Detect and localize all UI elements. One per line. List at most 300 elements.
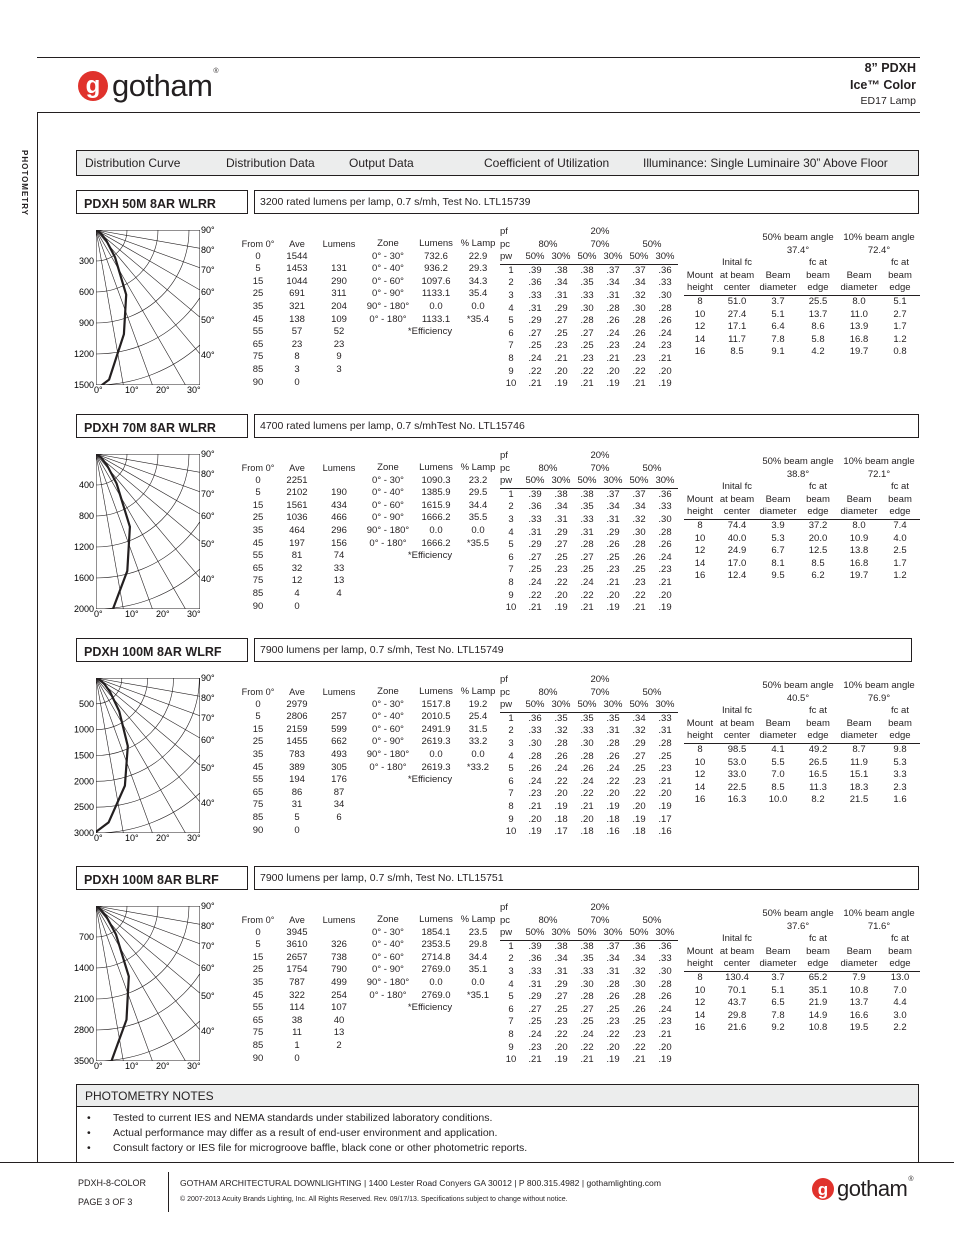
- tab-distribution-data[interactable]: Distribution Data: [226, 156, 315, 170]
- table-row: [236, 377, 364, 390]
- table-cell: .22: [606, 1028, 620, 1040]
- pw-value: 50%: [577, 927, 597, 939]
- angle-label: 70°: [201, 489, 215, 499]
- table-cell: 29.8: [727, 1009, 747, 1021]
- table-cell: 2.7: [893, 308, 907, 320]
- table-cell: 2619.3: [421, 736, 451, 748]
- table-cell: 70.1: [727, 984, 747, 996]
- table-cell: 33.2: [468, 736, 488, 748]
- table-row: [500, 315, 678, 328]
- table-row: [500, 1004, 678, 1017]
- table-cell: 2: [508, 277, 514, 289]
- beam50-angle: 40.5°: [786, 692, 810, 704]
- candela-tick-label: 2000: [73, 604, 94, 614]
- table-cell: .30: [528, 737, 542, 749]
- table-cell: .39: [528, 488, 542, 500]
- table-cell: .34: [554, 953, 568, 965]
- candela-tick-label: 900: [78, 318, 94, 328]
- column-header: Beam: [846, 269, 872, 281]
- column-header: at beam: [719, 493, 755, 505]
- table-cell: .17: [658, 813, 672, 825]
- column-header: From 0°: [241, 463, 275, 473]
- table-cell: .26: [554, 750, 568, 762]
- table-cell: 8.5: [771, 781, 785, 793]
- beam50-angle: 37.6°: [786, 920, 810, 932]
- table-row: [236, 774, 364, 787]
- table-cell: 434: [331, 499, 347, 511]
- table-cell: 65: [252, 1014, 264, 1026]
- table-cell: 55: [252, 774, 264, 786]
- table-cell: 51.0: [727, 295, 747, 307]
- table-cell: .23: [554, 340, 568, 352]
- column-header: Inital fc: [721, 257, 753, 269]
- table-cell: 98.5: [727, 743, 747, 755]
- table-cell: .28: [658, 737, 672, 749]
- table-cell: 0° - 40°: [372, 263, 404, 275]
- column-header: beam: [888, 717, 912, 729]
- pc-value: 70%: [590, 914, 610, 926]
- table-row: [500, 940, 678, 953]
- column-header: [684, 257, 716, 270]
- table-cell: .25: [580, 340, 594, 352]
- table-cell: 33.0: [727, 769, 747, 781]
- table-cell: 0° - 180°: [369, 537, 407, 549]
- table-cell: 1854.1: [421, 926, 451, 938]
- table-cell: 1754: [286, 964, 308, 976]
- table-cell: .29: [554, 302, 568, 314]
- table-cell: 783: [289, 748, 305, 760]
- table-cell: 5: [508, 315, 514, 327]
- table-cell: 2769.0: [421, 989, 451, 1001]
- gotham-g-icon: g: [78, 71, 108, 101]
- table-row: [684, 558, 920, 571]
- table-cell: 599: [331, 723, 347, 735]
- column-header: diameter: [840, 506, 878, 518]
- table-cell: .30: [580, 737, 594, 749]
- table-cell: .20: [606, 788, 620, 800]
- table-cell: 0: [294, 1052, 300, 1064]
- table-row: [500, 1042, 678, 1055]
- table-row: [362, 314, 498, 327]
- table-cell: .34: [606, 277, 620, 289]
- table-cell: .32: [632, 513, 646, 525]
- table-cell: 5.1: [771, 308, 785, 320]
- table-cell: .28: [528, 750, 542, 762]
- table-row: [500, 277, 678, 290]
- table-cell: 16.8: [849, 557, 869, 569]
- table-cell: 6.2: [811, 570, 825, 582]
- table-row: [684, 794, 920, 807]
- pw-value: 30%: [655, 251, 675, 263]
- table-cell: .33: [658, 712, 672, 724]
- pw-value: 30%: [603, 251, 623, 263]
- table-cell: .37: [632, 488, 646, 500]
- table-cell: .23: [632, 1028, 646, 1040]
- table-cell: 4: [336, 587, 342, 599]
- table-cell: 10: [505, 826, 517, 838]
- table-cell: 5: [255, 939, 261, 951]
- table-cell: 131: [331, 263, 347, 275]
- table-cell: .20: [554, 589, 568, 601]
- table-cell: .33: [580, 725, 594, 737]
- table-row: [684, 769, 920, 782]
- beam50-label: 50% beam angle: [762, 908, 834, 919]
- table-cell: 5.3: [893, 756, 907, 768]
- table-cell: 10.0: [768, 794, 788, 806]
- table-row: [362, 525, 498, 538]
- pw-value: 30%: [551, 475, 571, 487]
- table-cell: 5.1: [893, 295, 907, 307]
- table-cell: 5: [508, 763, 514, 775]
- candela-tick-label: 800: [78, 511, 94, 521]
- column-header: Ave: [289, 239, 305, 249]
- section-name: PDXH 50M 8AR WLRR: [76, 190, 248, 214]
- table-cell: .19: [606, 800, 620, 812]
- table-row: [684, 321, 920, 334]
- column-header: diameter: [840, 730, 878, 742]
- table-cell: 4: [508, 302, 514, 314]
- pw-value: 30%: [551, 927, 571, 939]
- table-row: [500, 303, 678, 316]
- beam10-label: 10% beam angle: [843, 232, 915, 243]
- table-cell: 25: [252, 736, 264, 748]
- table-cell: 176: [331, 774, 347, 786]
- table-cell: .35: [606, 712, 620, 724]
- table-cell: 75: [252, 1027, 264, 1039]
- table-cell: 85: [252, 363, 264, 375]
- table-cell: .21: [554, 352, 568, 364]
- table-cell: 20.0: [808, 532, 828, 544]
- table-cell: 9.8: [893, 743, 907, 755]
- table-cell: *35.4: [466, 313, 490, 325]
- table-cell: 8.0: [852, 295, 866, 307]
- table-cell: 90° - 180°: [366, 300, 410, 312]
- table-cell: 7: [508, 788, 514, 800]
- chart-frame: [96, 454, 200, 609]
- table-cell: .31: [528, 978, 542, 990]
- table-cell: 8: [697, 295, 703, 307]
- table-cell: .16: [658, 826, 672, 838]
- table-cell: .33: [528, 725, 542, 737]
- table-cell: .36: [528, 501, 542, 513]
- table-cell: .24: [528, 775, 542, 787]
- table-cell: 5.3: [771, 532, 785, 544]
- table-cell: 19.5: [849, 1022, 869, 1034]
- table-row: [236, 588, 364, 601]
- table-cell: 0.0: [429, 300, 443, 312]
- table-cell: 1044: [286, 275, 308, 287]
- table-cell: .27: [554, 539, 568, 551]
- column-header: center: [723, 730, 751, 742]
- table-cell: .21: [658, 775, 672, 787]
- column-header: edge: [807, 282, 829, 294]
- table-cell: .27: [580, 327, 594, 339]
- table-cell: .28: [606, 737, 620, 749]
- pf-label: pf: [500, 674, 508, 685]
- table-cell: .34: [632, 501, 646, 513]
- beam50-label: 50% beam angle: [762, 456, 834, 467]
- table-cell: .19: [658, 800, 672, 812]
- table-cell: 4: [508, 978, 514, 990]
- table-row: [684, 309, 920, 322]
- table-cell: 34.4: [468, 499, 488, 511]
- column-header: From 0°: [241, 687, 275, 697]
- angle-label: 90°: [201, 901, 215, 911]
- angle-label: 90°: [201, 673, 215, 683]
- table-cell: 2714.8: [421, 951, 451, 963]
- column-header: fc at: [809, 705, 827, 717]
- beam50-angle: 38.8°: [786, 468, 810, 480]
- table-row: [500, 264, 678, 277]
- table-cell: .26: [606, 750, 620, 762]
- table-cell: 197: [289, 537, 305, 549]
- table-cell: .38: [580, 264, 594, 276]
- table-cell: 4.4: [893, 997, 907, 1009]
- table-cell: 17.0: [727, 557, 747, 569]
- table-cell: .33: [528, 965, 542, 977]
- distribution-data-table: [236, 914, 364, 1065]
- table-cell: .20: [658, 1041, 672, 1053]
- column-header: Lumens: [322, 463, 356, 473]
- table-cell: 6.7: [771, 545, 785, 557]
- table-cell: .26: [580, 763, 594, 775]
- table-cell: 8.5: [730, 346, 744, 358]
- table-cell: 662: [331, 736, 347, 748]
- table-cell: 2657: [286, 951, 308, 963]
- table-cell: .22: [554, 775, 568, 787]
- column-header: From 0°: [241, 239, 275, 249]
- table-cell: .22: [632, 589, 646, 601]
- table-cell: 34.3: [468, 275, 488, 287]
- table-cell: .24: [632, 340, 646, 352]
- table-cell: 31: [291, 799, 303, 811]
- table-cell: 85: [252, 587, 264, 599]
- table-cell: 138: [289, 313, 305, 325]
- table-cell: .33: [658, 953, 672, 965]
- table-cell: .28: [606, 302, 620, 314]
- photometry-notes: [76, 1084, 919, 1163]
- column-header: diameter: [840, 282, 878, 294]
- pw-value: 50%: [525, 475, 545, 487]
- table-cell: 13.0: [890, 971, 910, 983]
- table-cell: 14.9: [808, 1009, 828, 1021]
- table-cell: 3.0: [893, 1009, 907, 1021]
- section-info: 7900 lumens per lamp, 0.7 s/mh, Test No. LTL15749: [254, 638, 912, 662]
- table-row: [236, 314, 364, 327]
- table-row: [362, 276, 498, 289]
- table-cell: .31: [606, 965, 620, 977]
- table-cell: 1036: [286, 512, 308, 524]
- tab-output-data[interactable]: Output Data: [349, 156, 414, 170]
- table-cell: .30: [632, 978, 646, 990]
- table-cell: .38: [554, 264, 568, 276]
- angle-label: 40°: [201, 350, 215, 360]
- table-cell: 35: [252, 976, 264, 988]
- table-cell: 35.1: [468, 964, 488, 976]
- table-cell: 2979: [286, 698, 308, 710]
- table-cell: .25: [606, 1003, 620, 1015]
- table-cell: 13: [333, 575, 345, 587]
- pc-value: 50%: [642, 686, 662, 698]
- table-cell: 32: [291, 562, 303, 574]
- table-row: [236, 939, 364, 952]
- candela-tick-label: 2800: [73, 1025, 94, 1035]
- pw-value: 50%: [577, 699, 597, 711]
- candela-tick-label: 1600: [73, 573, 94, 583]
- table-cell: .19: [658, 378, 672, 390]
- column-header: center: [723, 958, 751, 970]
- table-cell: .25: [632, 564, 646, 576]
- table-cell: 45: [252, 537, 264, 549]
- table-cell: 0.0: [471, 300, 485, 312]
- table-row: [236, 512, 364, 525]
- table-cell: .20: [606, 365, 620, 377]
- table-cell: 10: [694, 984, 706, 996]
- table-cell: 10: [505, 378, 517, 390]
- table-cell: 11: [292, 1027, 302, 1039]
- table-cell: 0: [294, 824, 300, 836]
- table-cell: 321: [289, 300, 305, 312]
- table-cell: 0° - 40°: [372, 487, 404, 499]
- column-header: Ave: [289, 463, 305, 473]
- table-row: [500, 788, 678, 801]
- pf-value: 20%: [590, 450, 610, 461]
- column-header: Lumens: [322, 915, 356, 925]
- table-row: [684, 519, 920, 532]
- table-row: [684, 545, 920, 558]
- table-cell: 3: [508, 965, 514, 977]
- table-cell: 16: [694, 1022, 706, 1034]
- table-cell: 3: [508, 289, 514, 301]
- table-cell: .35: [580, 953, 594, 965]
- table-cell: .35: [580, 277, 594, 289]
- table-cell: .28: [580, 991, 594, 1003]
- column-header: Inital fc: [721, 705, 753, 717]
- table-row: [500, 328, 678, 341]
- table-cell: 389: [289, 761, 305, 773]
- table-cell: 74.4: [727, 519, 747, 531]
- table-cell: 114: [289, 1002, 305, 1014]
- table-cell: 10: [694, 532, 706, 544]
- column-header: height: [687, 958, 713, 970]
- section-name: PDXH 100M 8AR WLRF: [76, 638, 248, 662]
- table-cell: .25: [580, 564, 594, 576]
- table-cell: .28: [632, 991, 646, 1003]
- table-cell: .23: [658, 564, 672, 576]
- pc-value: 50%: [642, 914, 662, 926]
- tab-distribution-curve[interactable]: Distribution Curve: [85, 156, 181, 170]
- table-cell: 326: [331, 939, 347, 951]
- table-row: [362, 927, 498, 940]
- angle-label: 30°: [187, 833, 201, 843]
- table-cell: .28: [658, 526, 672, 538]
- table-cell: .34: [632, 712, 646, 724]
- distribution-data-table: [236, 238, 364, 389]
- table-cell: 19.2: [468, 698, 488, 710]
- table-cell: 8.5: [811, 557, 825, 569]
- table-cell: 8.7: [852, 743, 866, 755]
- table-cell: 74: [333, 550, 345, 562]
- table-cell: 2: [508, 501, 514, 513]
- table-cell: 8.0: [852, 519, 866, 531]
- table-cell: 254: [331, 989, 347, 1001]
- table-row: [500, 366, 678, 379]
- table-cell: *35.5: [466, 537, 490, 549]
- table-cell: .23: [554, 564, 568, 576]
- table-cell: 9: [336, 351, 342, 363]
- table-cell: .21: [658, 1028, 672, 1040]
- table-cell: .20: [658, 365, 672, 377]
- column-header: edge: [889, 730, 911, 742]
- table-cell: .20: [632, 800, 646, 812]
- tab-coefficient-of-utilization[interactable]: Coefficient of Utilization: [484, 156, 610, 170]
- table-cell: 3: [336, 363, 342, 375]
- table-row: [500, 991, 678, 1004]
- table-row: [236, 487, 364, 500]
- table-cell: 75: [252, 351, 264, 363]
- table-cell: 2102: [286, 487, 308, 499]
- table-cell: .21: [580, 378, 594, 390]
- table-row: [236, 500, 364, 513]
- column-header: Beam: [846, 945, 872, 957]
- table-row: [236, 711, 364, 724]
- table-cell: .20: [658, 589, 672, 601]
- table-cell: 9: [508, 589, 514, 601]
- table-row: [236, 575, 364, 588]
- table-row: [500, 776, 678, 789]
- table-row: [362, 699, 498, 712]
- table-cell: 65: [252, 786, 264, 798]
- table-row: [500, 552, 678, 565]
- table-cell: 35.1: [808, 984, 828, 996]
- pw-value: 50%: [629, 475, 649, 487]
- tab-illuminance[interactable]: Illuminance: Single Luminaire 30” Above Floor: [643, 156, 888, 170]
- table-cell: 0° - 30°: [372, 474, 404, 486]
- angle-label: 90°: [201, 225, 215, 235]
- table-cell: 15: [252, 723, 264, 735]
- column-header: Zone: [377, 914, 399, 925]
- table-cell: .21: [528, 378, 542, 390]
- chart-frame: [96, 230, 200, 385]
- table-cell: 12: [694, 769, 706, 781]
- angle-label: 80°: [201, 469, 215, 479]
- table-row: [500, 514, 678, 527]
- table-cell: .28: [632, 539, 646, 551]
- table-cell: .30: [658, 289, 672, 301]
- table-cell: .33: [580, 965, 594, 977]
- pc-value: 50%: [642, 238, 662, 250]
- table-cell: 0° - 60°: [372, 951, 404, 963]
- table-cell: .28: [580, 539, 594, 551]
- beam10-angle: 72.1°: [867, 468, 891, 480]
- table-cell: .23: [632, 576, 646, 588]
- column-header: Zone: [377, 686, 399, 697]
- table-cell: .33: [528, 289, 542, 301]
- efficiency-note: *Efficiency: [407, 326, 453, 338]
- table-cell: .23: [606, 564, 620, 576]
- table-cell: 2806: [286, 711, 308, 723]
- candela-tick-label: 2000: [73, 776, 94, 787]
- column-header: beam: [806, 945, 830, 957]
- column-header: beam: [806, 717, 830, 729]
- table-cell: 296: [331, 524, 347, 536]
- pc-value: 70%: [590, 686, 610, 698]
- table-cell: 466: [331, 512, 347, 524]
- table-cell: .33: [658, 277, 672, 289]
- table-cell: 25: [252, 512, 264, 524]
- table-row: [500, 1029, 678, 1042]
- table-row: [500, 763, 678, 776]
